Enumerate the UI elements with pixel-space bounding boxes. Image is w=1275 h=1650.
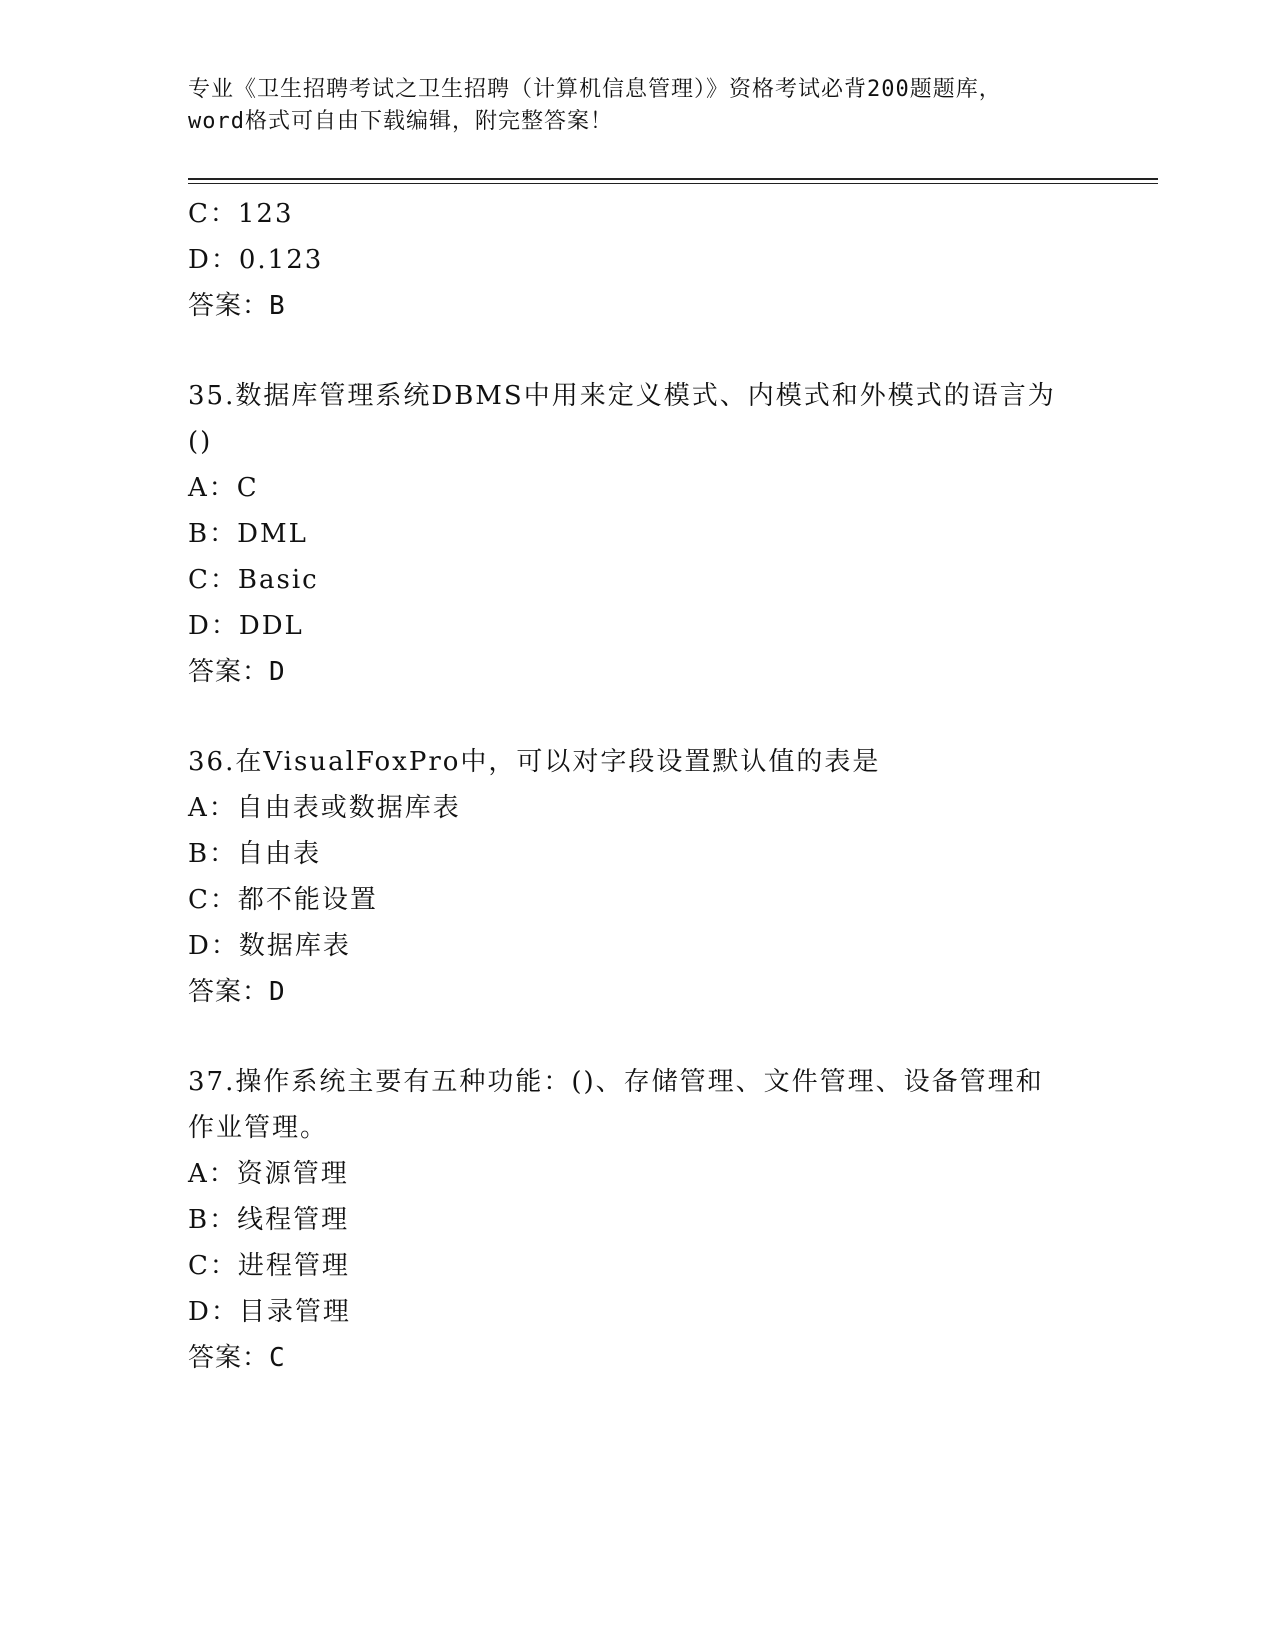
spacer — [188, 1015, 1088, 1059]
option-a: A：自由表或数据库表 — [188, 793, 461, 823]
option-c: C：123 — [188, 199, 294, 229]
question-content — [188, 191, 1088, 1381]
option-a: A：资源管理 — [188, 1159, 349, 1189]
header-line-2: word格式可自由下载编辑，附完整答案！ — [188, 109, 613, 134]
question-stem: 35.数据库管理系统DBMS中用来定义模式、内模式和外模式的语言为 — [188, 381, 1056, 411]
option-c: C：Basic — [188, 565, 319, 595]
option-d: D：0.123 — [188, 245, 324, 275]
question-stem: 36.在VisualFoxPro中，可以对字段设置默认值的表是 — [188, 747, 881, 777]
answer-line: 答案：C — [188, 1343, 286, 1373]
answer-line: 答案：D — [188, 657, 286, 687]
option-c: C：进程管理 — [188, 1251, 350, 1281]
question-block-36 — [188, 739, 1088, 1015]
question-stem-continued: () — [188, 427, 213, 457]
header-line-1: 专业《卫生招聘考试之卫生招聘（计算机信息管理）》资格考试必背200题题库， — [188, 77, 1002, 102]
question-stem-continued: 作业管理。 — [188, 1113, 329, 1143]
spacer — [188, 695, 1088, 739]
answer-line: 答案：B — [188, 291, 286, 321]
document-header — [188, 74, 1088, 138]
option-b: B：线程管理 — [188, 1205, 350, 1235]
option-c: C：都不能设置 — [188, 885, 378, 915]
option-d: D：目录管理 — [188, 1297, 351, 1327]
answer-line: 答案：D — [188, 977, 286, 1007]
option-b: B：自由表 — [188, 839, 322, 869]
question-block-34-tail — [188, 191, 1088, 329]
header-rule-thin — [188, 183, 1158, 184]
option-d: D：DDL — [188, 611, 304, 641]
option-d: D：数据库表 — [188, 931, 351, 961]
option-a: A：C — [188, 473, 259, 503]
header-rule-thick — [188, 178, 1158, 180]
question-stem: 37.操作系统主要有五种功能：()、存储管理、文件管理、设备管理和 — [188, 1067, 1044, 1097]
question-block-37 — [188, 1059, 1088, 1381]
question-block-35 — [188, 373, 1088, 695]
spacer — [188, 329, 1088, 373]
option-b: B：DML — [188, 519, 308, 549]
